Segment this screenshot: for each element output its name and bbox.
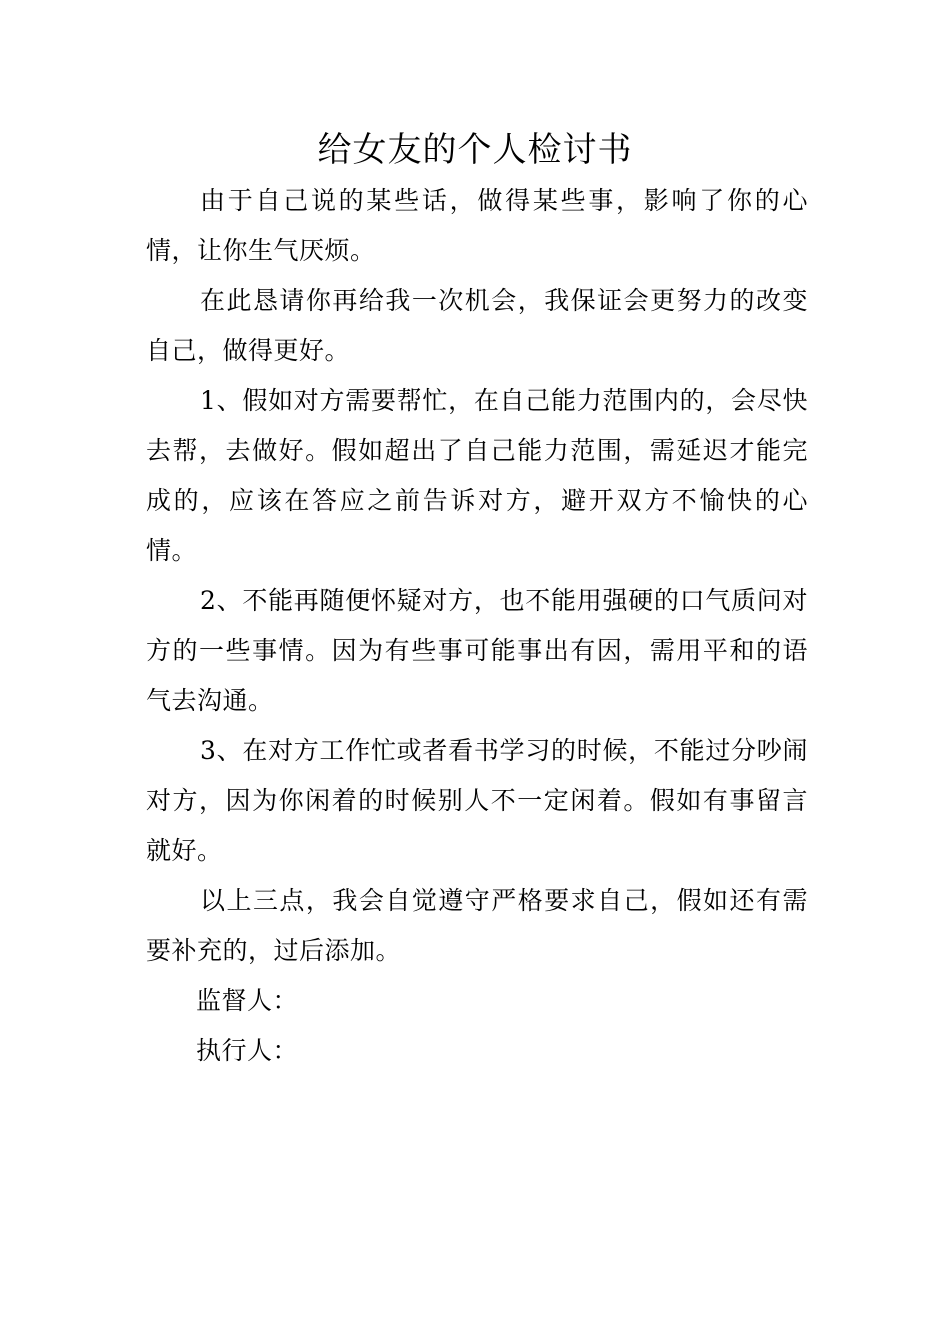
document-title: 给女友的个人检讨书 <box>317 130 633 170</box>
paragraph-intro: 由于自己说的某些话，做得某些事，影响了你的心情，让你生气厌烦。 <box>146 186 808 265</box>
paragraph-request: 在此恳请你再给我一次机会，我保证会更努力的改变自己，做得更好。 <box>146 286 808 365</box>
document-body <box>146 176 808 1076</box>
paragraph-conclusion: 以上三点，我会自觉遵守严格要求自己，假如还有需要补充的，过后添加。 <box>146 886 808 965</box>
paragraph-point-1: 1、假如对方需要帮忙，在自己能力范围内的，会尽快去帮，去做好。假如超出了自己能力范围，需延迟才能完成的，应该在答应之前告诉对方，避开双方不愉快的心情。 <box>146 386 808 565</box>
executor-label: 执行人： <box>196 1036 299 1065</box>
paragraph-point-3: 3、在对方工作忙或者看书学习的时候，不能过分吵闹对方，因为你闲着的时候别人不一定闲着。假如有事留言就好。 <box>146 736 808 865</box>
supervisor-label: 监督人： <box>196 986 299 1015</box>
paragraph-point-2: 2、不能再随便怀疑对方，也不能用强硬的口气质问对方的一些事情。因为有些事可能事出有因，需用平和的语气去沟通。 <box>146 586 808 715</box>
